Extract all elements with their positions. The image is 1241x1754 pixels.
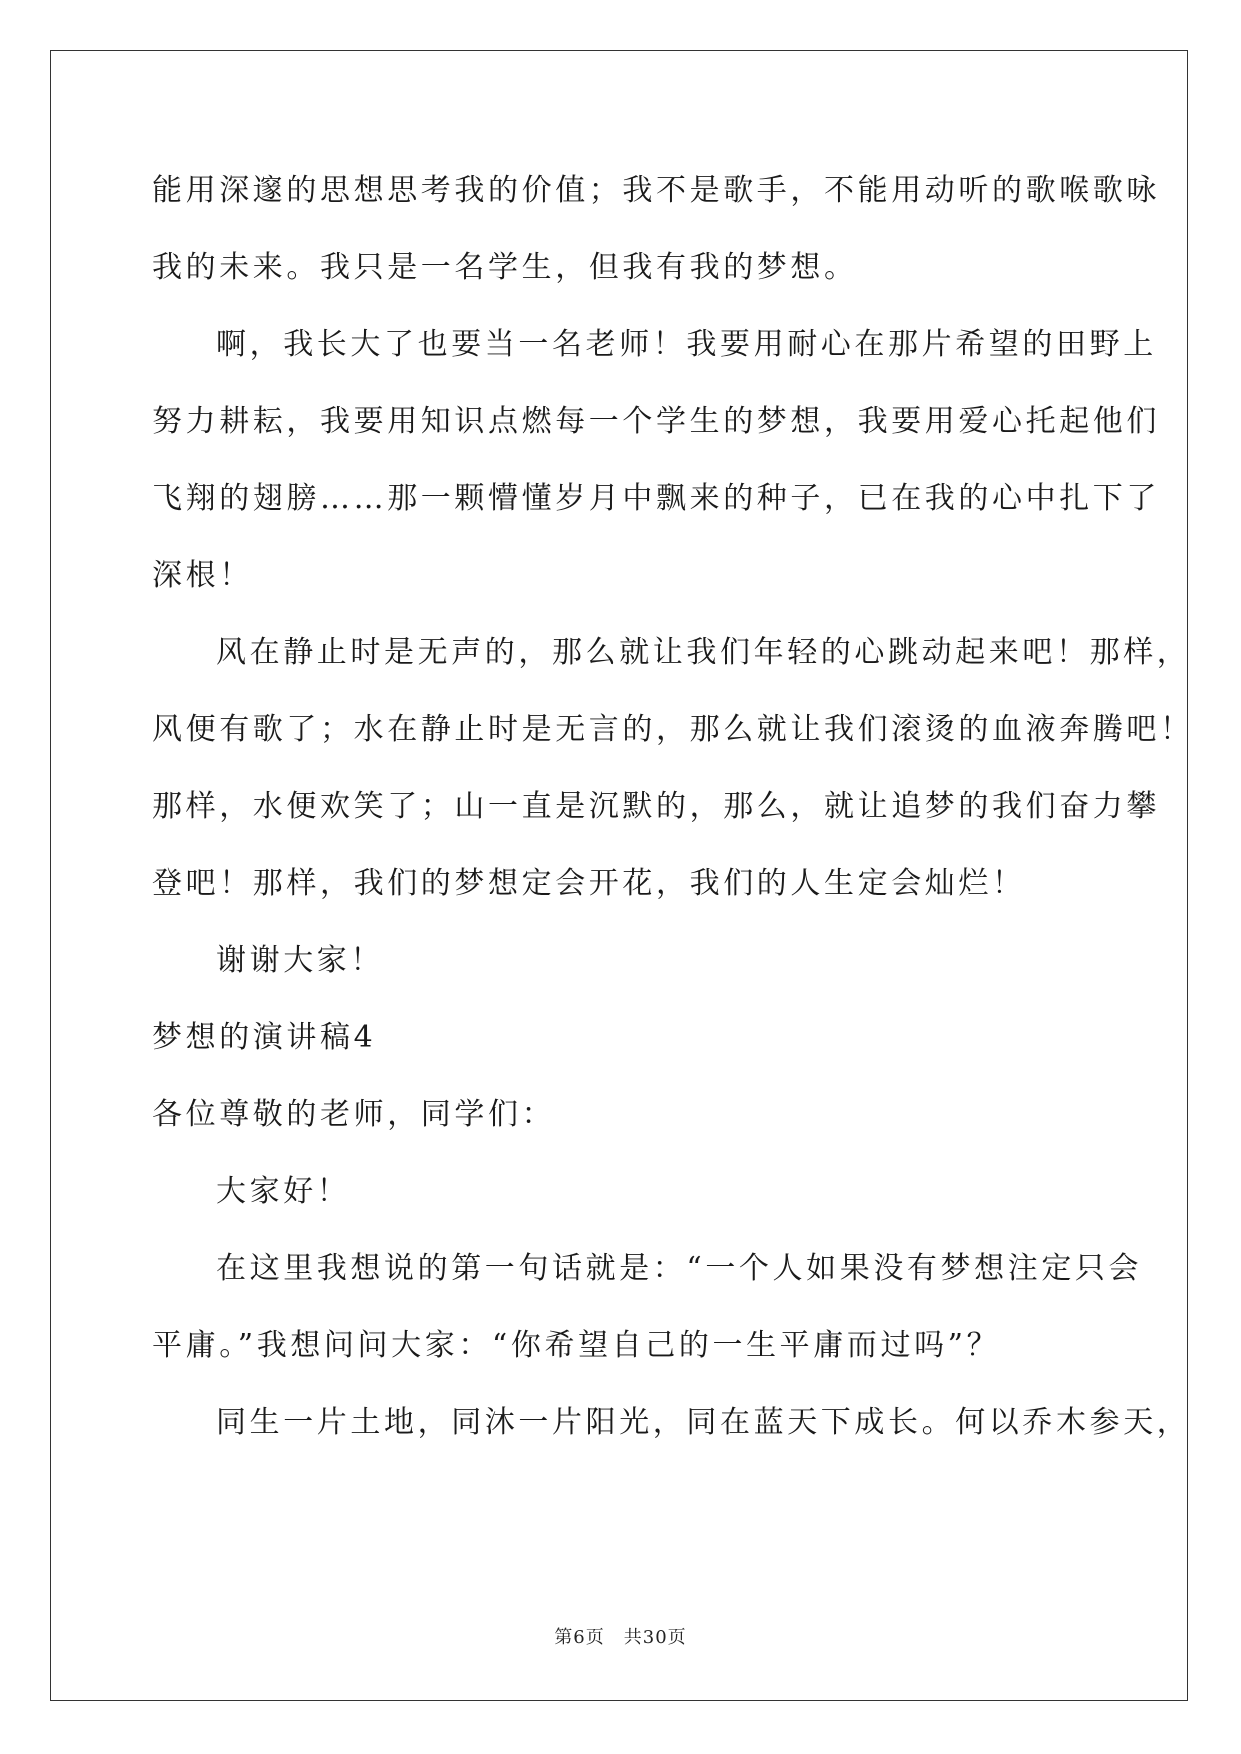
document-body (152, 163, 1194, 1472)
paragraph-line: 平庸。”我想问问大家：“你希望自己的一生平庸而过吗”？ (152, 1328, 1001, 1363)
paragraph-line: 在这里我想说的第一句话就是：“一个人如果没有梦想注定只会 (216, 1251, 1143, 1286)
salutation-line: 各位尊敬的老师，同学们： (152, 1097, 556, 1132)
paragraph-line: 登吧！那样，我们的梦想定会开花，我们的人生定会灿烂！ (152, 866, 1026, 901)
closing-line: 谢谢大家！ (216, 943, 384, 978)
paragraph-line: 风在静止时是无声的，那么就让我们年轻的心跳动起来吧！那样， (216, 635, 1191, 670)
paragraph-line: 能用深邃的思想思考我的价值；我不是歌手，不能用动听的歌喉歌咏 (152, 173, 1160, 208)
paragraph-line: 我的未来。我只是一名学生，但我有我的梦想。 (152, 250, 858, 285)
paragraph-line: 深根！ (152, 558, 253, 593)
paragraph-line: 努力耕耘，我要用知识点燃每一个学生的梦想，我要用爱心托起他们 (152, 404, 1160, 439)
greeting-line: 大家好！ (216, 1174, 351, 1209)
paragraph-line: 飞翔的翅膀……那一颗懵懂岁月中飘来的种子，已在我的心中扎下了 (152, 481, 1160, 516)
page-footer (0, 1623, 1241, 1649)
page-number-label: 第6页 共30页 (554, 1627, 687, 1648)
paragraph-line: 风便有歌了；水在静止时是无言的，那么就让我们滚烫的血液奔腾吧！ (152, 712, 1194, 747)
paragraph-line: 那样，水便欢笑了；山一直是沉默的，那么，就让追梦的我们奋力攀 (152, 789, 1160, 824)
section-heading: 梦想的演讲稿4 (152, 1020, 377, 1055)
paragraph-line: 同生一片土地，同沐一片阳光，同在蓝天下成长。何以乔木参天， (216, 1405, 1191, 1440)
paragraph-line: 啊，我长大了也要当一名老师！我要用耐心在那片希望的田野上 (216, 327, 1157, 362)
